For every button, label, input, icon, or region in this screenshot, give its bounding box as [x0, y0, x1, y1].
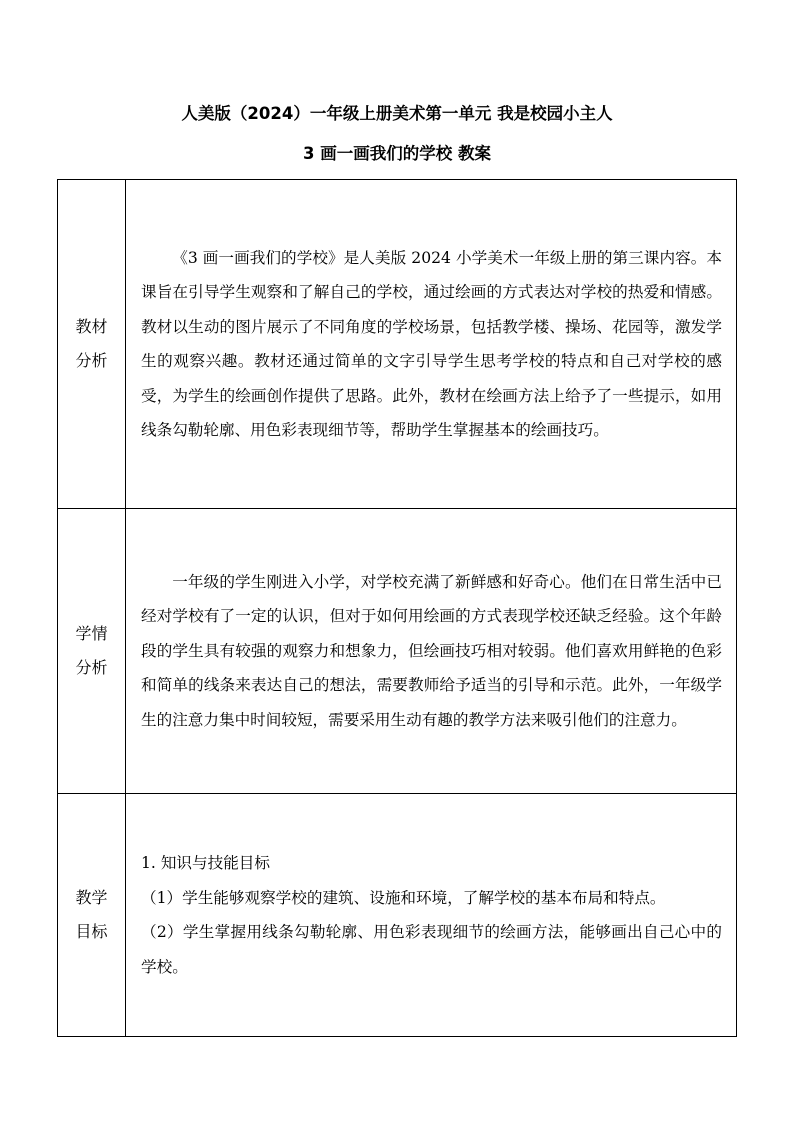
goal-item: （2）学生掌握用线条勾勒轮廓、用色彩表现细节的绘画方法，能够画出自己心中的学校。 — [141, 923, 722, 976]
row-label-teaching-goals — [58, 794, 126, 1037]
document-subtitle: 3 画一画我们的学校 教案 — [303, 144, 491, 163]
document-header — [0, 103, 794, 164]
content-paragraph: 一年级的学生刚进入小学，对学校充满了新鲜感和好奇心。他们在日常生活中已经对学校有了一定的认识，但对于如何用绘画的方式表现学校还缺乏经验。这个年龄段的学生具有较强的观察力和想象力，但绘画技巧相对较弱。他们喜欢用鲜艳的色彩和简单的线条来表达自己的想法，需要教师给予适当的引导和示范。此外，一年级学生的注意力集中时间较短，需要采用生动有趣的教学方法来吸引他们的注意力。 — [141, 572, 722, 729]
document-title: 人美版（2024）一年级上册美术第一单元 我是校园小主人 — [181, 104, 613, 123]
table-row-student-analysis — [58, 509, 737, 794]
goal-heading: 1. 知识与技能目标 — [141, 854, 270, 872]
row-content-teaching-goals — [126, 794, 737, 1037]
row-content-textbook-analysis — [126, 180, 737, 509]
row-label-text: 教学 — [75, 888, 108, 907]
lesson-plan-table — [57, 179, 737, 1037]
row-label-text: 教材 — [75, 317, 108, 336]
goal-item: （1）学生能够观察学校的建筑、设施和环境，了解学校的基本布局和特点。 — [141, 888, 666, 907]
row-label-student-analysis — [58, 509, 126, 794]
row-label-text: 分析 — [75, 658, 108, 677]
row-label-text: 分析 — [75, 351, 108, 370]
table-row-teaching-goals — [58, 794, 737, 1037]
table-row-textbook-analysis — [58, 180, 737, 509]
content-paragraph: 《3 画一画我们的学校》是人美版 2024 小学美术一年级上册的第三课内容。本课旨在引导学生观察和了解自己的学校，通过绘画的方式表达对学校的热爱和情感。教材以生动的图片展示了不同角度的学校场景，包括教学楼、操场、花园等，激发学生的观察兴趣。教材还通过简单的文字引导学生思考学校的特点和自己对学校的感受，为学生的绘画创作提供了思路。此外，教材在绘画方法上给予了一些提示，如用线条勾勒轮廓、用色彩表现细节等，帮助学生掌握基本的绘画技巧。 — [141, 248, 722, 439]
row-label-text: 学情 — [75, 624, 108, 643]
row-label-text: 目标 — [75, 922, 108, 941]
row-content-student-analysis — [126, 509, 737, 794]
row-label-textbook-analysis — [58, 180, 126, 509]
